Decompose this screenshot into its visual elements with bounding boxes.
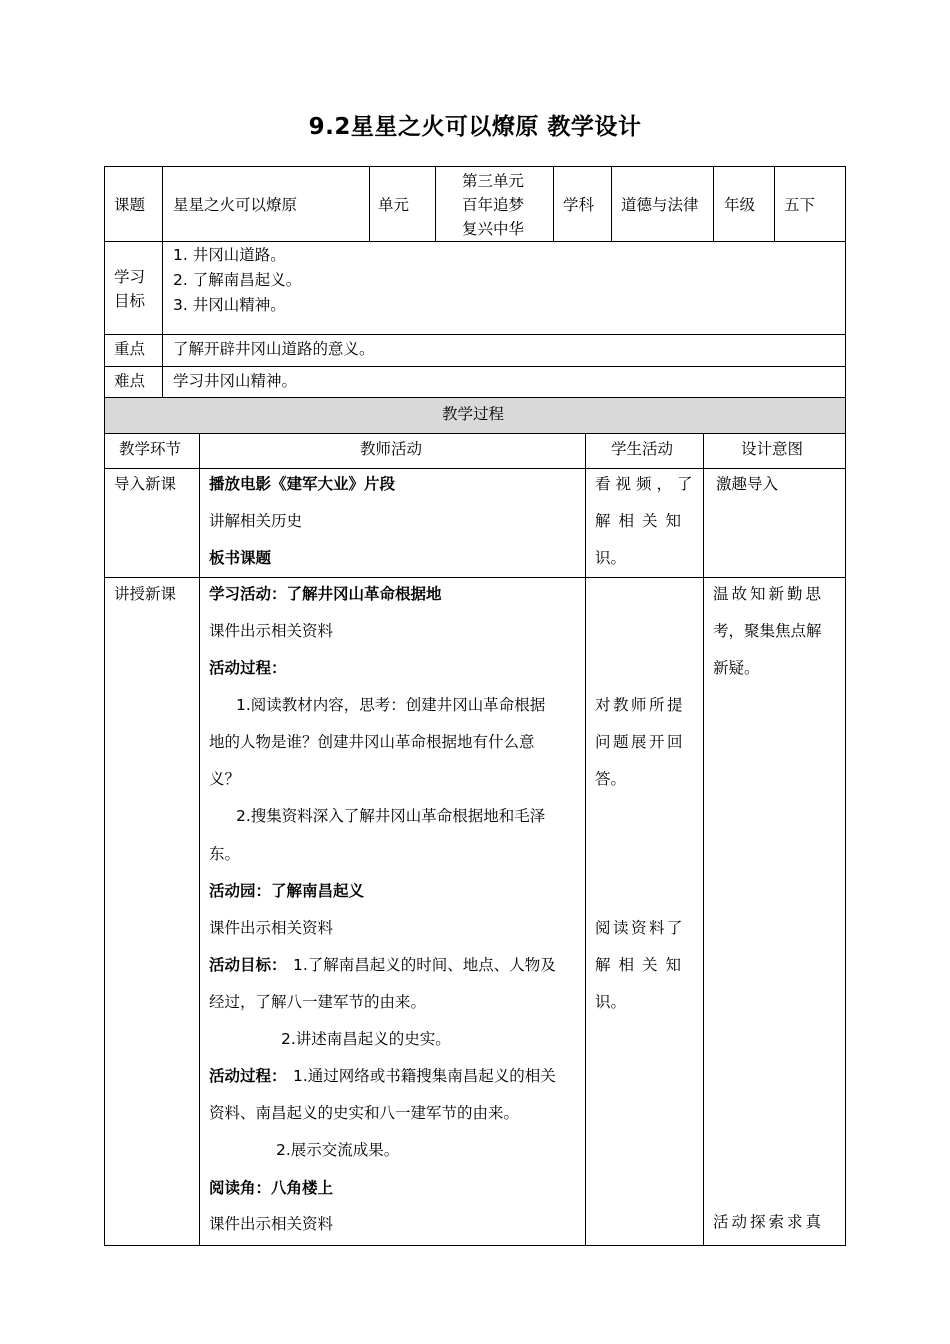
- lesson-stage: 讲授新课: [114, 585, 177, 603]
- unit-value-line: 第三单元: [462, 172, 525, 190]
- goals-label-line: 学习: [114, 268, 146, 286]
- lesson-teacher-line: 活动过程：: [209, 1067, 287, 1085]
- lesson-teacher-line: 课件出示相关资料: [209, 1215, 334, 1233]
- lesson-student-line: 对教师所提: [595, 696, 686, 714]
- goals-label-line: 目标: [114, 292, 146, 310]
- intro-student-line: 识。: [595, 549, 627, 567]
- lesson-teacher-line: 1.阅读教材内容，思考：创建井冈山革命根据: [236, 696, 546, 714]
- lesson-teacher-line: 课件出示相关资料: [209, 622, 334, 640]
- unit-value-line: 百年追梦: [462, 196, 525, 214]
- column-header: 设计意图: [741, 440, 804, 458]
- key-label: 重点: [114, 340, 146, 358]
- lesson-teacher-line: 1.通过网络或书籍搜集南昌起义的相关: [293, 1067, 556, 1085]
- difficulty-label: 难点: [114, 372, 146, 390]
- lesson-teacher-line: 地的人物是谁？创建井冈山革命根据地有什么意: [209, 733, 535, 751]
- intro-student-line: 解相关知: [595, 512, 690, 530]
- intro-intent: 激趣导入: [716, 475, 779, 493]
- unit-value-line: 复兴中华: [462, 220, 525, 238]
- lesson-teacher-line: 活动目标：: [209, 956, 287, 974]
- lesson-teacher-line: 活动园：了解南昌起义: [209, 882, 365, 900]
- lesson-teacher-line: 2.展示交流成果。: [276, 1141, 400, 1159]
- lesson-teacher-line: 活动过程：: [209, 659, 287, 677]
- lesson-intent-line: 新疑。: [713, 659, 760, 677]
- goal-item: 1. 井冈山道路。: [173, 246, 286, 264]
- topic-label: 课题: [114, 196, 146, 214]
- lesson-teacher-line: 资料、南昌起义的史实和八一建军节的由来。: [209, 1104, 520, 1122]
- lesson-student-line: 问题展开回: [595, 733, 686, 751]
- grade-value: 五下: [784, 196, 816, 214]
- intro-stage: 导入新课: [114, 475, 177, 493]
- page-title: 9.2星星之火可以燎原 教学设计: [308, 114, 642, 140]
- lesson-intent-line: 温故知新勤思: [713, 585, 825, 603]
- column-header: 学生活动: [611, 440, 674, 458]
- goal-item: 3. 井冈山精神。: [173, 296, 286, 314]
- difficulty-value: 学习井冈山精神。: [173, 372, 298, 390]
- subject-value: 道德与法律: [621, 196, 699, 214]
- lesson-teacher-line: 2.讲述南昌起义的史实。: [281, 1030, 451, 1048]
- lesson-teacher-line: 课件出示相关资料: [209, 919, 334, 937]
- intro-teacher-line: 板书课题: [209, 549, 272, 567]
- lesson-teacher-line: 东。: [209, 845, 241, 863]
- lesson-teacher-line: 义？: [209, 770, 241, 788]
- lesson-intent-line: 考，聚集焦点解: [713, 622, 822, 640]
- column-header: 教学环节: [119, 440, 182, 458]
- lesson-teacher-line: 经过，了解八一建军节的由来。: [209, 993, 427, 1011]
- process-heading: 教学过程: [442, 405, 505, 423]
- subject-label: 学科: [563, 196, 595, 214]
- key-value: 了解开辟井冈山道路的意义。: [173, 340, 375, 358]
- lesson-student-line: 阅读资料了: [595, 919, 686, 937]
- intro-teacher-line: 讲解相关历史: [209, 512, 303, 530]
- intro-student-line: 看视频，了: [595, 475, 698, 493]
- grade-label: 年级: [724, 196, 756, 214]
- unit-label: 单元: [378, 196, 410, 214]
- lesson-teacher-line: 学习活动：了解井冈山革命根据地: [209, 585, 442, 603]
- intro-teacher-line: 播放电影《建军大业》片段: [209, 475, 396, 493]
- lesson-student-line: 识。: [595, 993, 627, 1011]
- topic-value: 星星之火可以燎原: [173, 196, 298, 214]
- goal-item: 2. 了解南昌起义。: [173, 271, 302, 289]
- lesson-teacher-line: 1.了解南昌起义的时间、地点、人物及: [293, 956, 556, 974]
- lesson-teacher-line: 阅读角：八角楼上: [209, 1179, 334, 1197]
- column-header: 教师活动: [360, 440, 423, 458]
- lesson-intent-line: 活动探索求真: [713, 1213, 825, 1231]
- lesson-student-line: 解相关知: [595, 956, 690, 974]
- lesson-student-line: 答。: [595, 770, 627, 788]
- lesson-teacher-line: 2.搜集资料深入了解井冈山革命根据地和毛泽: [236, 807, 546, 825]
